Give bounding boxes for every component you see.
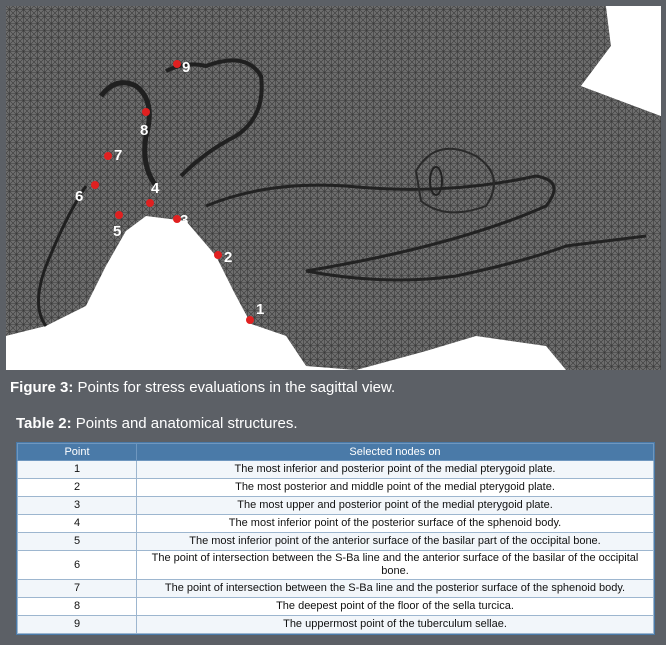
cell-point: 5 bbox=[18, 533, 137, 551]
cell-point: 2 bbox=[18, 479, 137, 497]
point-marker-8 bbox=[142, 108, 150, 116]
table-row bbox=[18, 616, 654, 634]
point-marker-4 bbox=[146, 199, 154, 207]
points-table-wrapper bbox=[16, 442, 655, 635]
cell-description: The most posterior and middle point of the medial pterygoid plate. bbox=[137, 479, 654, 497]
table-row bbox=[18, 515, 654, 533]
point-label-2: 2 bbox=[224, 249, 233, 266]
table-row bbox=[18, 580, 654, 598]
point-label-1: 1 bbox=[256, 301, 265, 318]
cell-point: 4 bbox=[18, 515, 137, 533]
table-row bbox=[18, 598, 654, 616]
sagittal-mesh-image bbox=[6, 6, 661, 370]
point-marker-5 bbox=[115, 211, 123, 219]
point-label-8: 8 bbox=[140, 122, 149, 139]
table-row bbox=[18, 497, 654, 515]
cell-point: 6 bbox=[18, 551, 137, 580]
cell-description: The deepest point of the floor of the sella turcica. bbox=[137, 598, 654, 616]
table-row bbox=[18, 461, 654, 479]
point-marker-6 bbox=[91, 181, 99, 189]
point-label-6: 6 bbox=[75, 188, 84, 205]
header-point: Point bbox=[18, 444, 137, 461]
point-label-7: 7 bbox=[114, 147, 123, 164]
cell-description: The most upper and posterior point of the medial pterygoid plate. bbox=[137, 497, 654, 515]
cell-point: 3 bbox=[18, 497, 137, 515]
table-row bbox=[18, 533, 654, 551]
cell-description: The most inferior and posterior point of the medial pterygoid plate. bbox=[137, 461, 654, 479]
cell-description: The most inferior point of the anterior surface of the basilar part of the occipital bone. bbox=[137, 533, 654, 551]
cell-description: The most inferior point of the posterior surface of the sphenoid body. bbox=[137, 515, 654, 533]
header-selected-nodes: Selected nodes on bbox=[137, 444, 654, 461]
table-panel bbox=[6, 402, 661, 640]
figure-caption bbox=[6, 376, 650, 400]
table-caption bbox=[16, 414, 298, 434]
points-table bbox=[17, 443, 654, 634]
table-row bbox=[18, 479, 654, 497]
cell-description: The uppermost point of the tuberculum sellae. bbox=[137, 616, 654, 634]
point-label-4: 4 bbox=[151, 180, 160, 197]
point-marker-7 bbox=[104, 152, 112, 160]
cell-description: The point of intersection between the S-Ba line and the posterior surface of the sphenoid body. bbox=[137, 580, 654, 598]
table-caption-label: Table 2: bbox=[16, 415, 72, 432]
point-label-5: 5 bbox=[113, 223, 122, 240]
figure-caption-text: Points for stress evaluations in the sagittal view. bbox=[73, 379, 396, 396]
point-marker-2 bbox=[214, 251, 222, 259]
cell-point: 8 bbox=[18, 598, 137, 616]
point-label-9: 9 bbox=[182, 59, 191, 76]
point-marker-1 bbox=[246, 316, 254, 324]
figure-caption-label: Figure 3: bbox=[10, 379, 74, 396]
cell-description: The point of intersection between the S-Ba line and the anterior surface of the basilar of the occipital bone. bbox=[137, 551, 654, 580]
cell-point: 1 bbox=[18, 461, 137, 479]
mesh-figure bbox=[6, 6, 661, 370]
point-marker-9 bbox=[173, 60, 181, 68]
cell-point: 9 bbox=[18, 616, 137, 634]
table-header-row bbox=[18, 444, 654, 461]
table-row bbox=[18, 551, 654, 580]
cell-point: 7 bbox=[18, 580, 137, 598]
point-label-3: 3 bbox=[180, 212, 189, 229]
table-caption-text: Points and anatomical structures. bbox=[71, 415, 298, 432]
